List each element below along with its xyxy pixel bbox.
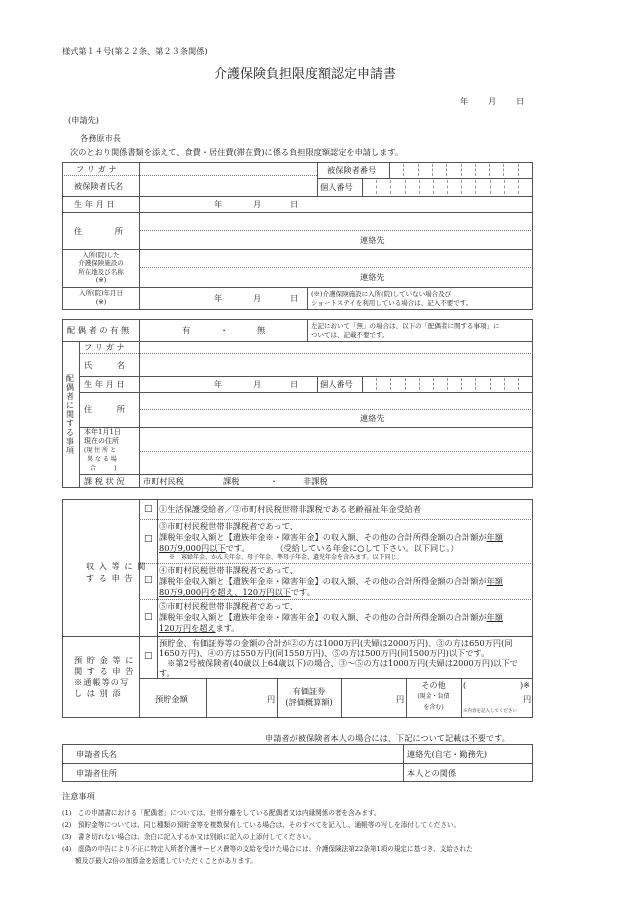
facility-label [66,251,136,284]
facility-field[interactable] [144,250,532,266]
option5-line: 課税年金収入額と【遺族年金※・障害年金】の収入額、その他の合計所得金額の合計額が [159,612,487,622]
digit-box-divider [433,378,434,390]
other-label [406,680,461,713]
digit-box-divider [419,378,420,390]
option4-line: 課税年金収入額と【遺族年金※・障害年金】の収入額、その他の合計所得金額の合計額が [159,576,487,586]
other-amount-field[interactable] [463,694,521,706]
spouse-note [311,322,500,340]
jan1-label-line: 現在の住所 [84,437,119,445]
option3-line: です。 [225,543,250,553]
deposit-label: 預貯金額 [155,694,188,704]
applicant-name-field[interactable] [120,745,400,762]
spouse-note-line: ついては、記載不要です。 [311,331,389,339]
recipient: 各務原市長 [80,133,121,143]
savings-text-line: 預貯金、有価証券等の金額の合計が②の方は1000万円(夫婦は2000万円)、③の方は650万円(同 [159,638,513,648]
option4-emphasis: 年額 [486,576,503,586]
digit-box-divider [518,164,519,176]
digit-box-divider [446,164,447,176]
savings-label [74,655,134,699]
date-day: 日 [516,96,525,106]
birth-month: 月 [253,199,262,209]
digit-box-divider [461,180,462,194]
digit-box-divider [475,378,476,390]
income-label-line: 収 入 等 に 関 [86,561,147,571]
income-label-line: す る 申 告 [86,573,134,583]
digit-box-divider [433,180,434,194]
spouse-note-line: 左記において「無」の場合は、以下の「配偶者に関する事項」に [311,322,500,330]
option3-footnote: ※ 寡婦年金、かん夫年金、母子年金、準母子年金、遺児年金を含みます。以下同じ。 [169,554,403,561]
spouse-personal-number-label: 個人番号 [320,379,353,389]
applicant-name-label: 申請者氏名 [76,749,117,759]
insured-number-label: 被保険者番号 [327,165,377,175]
applicant-address-field[interactable] [120,764,400,781]
admission-note-line: (※)介護保険施設に入所(院)していない場合及び [311,290,452,298]
option3-line: 課税年金収入額と【遺族年金※・障害年金】の収入額、その他の合計所得金額の合計額が [159,532,487,542]
admission-label-line: (※) [95,298,107,306]
option5-line: ⑤市町村民税世帯非課税者であって、 [159,601,298,611]
spouse-furigana-label: フ リ ガ ナ [84,342,125,352]
digit-box-divider [405,378,406,390]
digit-box-divider [418,164,419,176]
other-paren-open: ( [463,680,467,690]
admission-label [66,289,136,307]
option4-line: ④市町村民税世帯非課税者であって、 [159,565,298,575]
admission-month: 月 [253,293,262,303]
recipient-label: (申請先) [68,115,99,125]
digit-box-divider [390,180,391,194]
spouse-no-option[interactable]: 無 [257,325,266,335]
other-paren-close: )※ [520,680,531,690]
digit-box-divider [503,164,504,176]
digit-box-divider [447,180,448,194]
admission-note-line: ショートステイを利用している場合は、記入不要です。 [311,299,473,307]
spouse-address-label: 住 所 [84,404,125,414]
note-item: (1) この申請書における「配偶者」については、世帯分離をしている配偶者又は内縁関係の者を含みます。 [62,809,381,817]
savings-checkbox[interactable]: □ [144,651,153,661]
birth-day: 日 [290,199,299,209]
savings-label-line: 預 貯 金 等 に [74,655,135,665]
other-description-field[interactable] [468,680,518,692]
savings-label-line: し は 別 添 [74,688,122,698]
spouse-table [62,319,533,488]
option3-line: ③市町村民税世帯非課税者であって、 [159,521,298,531]
admission-label-line: 入所(院)年月日 [78,289,124,297]
address-field[interactable] [144,213,532,229]
personal-number-label: 個人番号 [320,182,353,192]
securities-label-line: (評価概算額) [285,697,333,707]
income-label [86,560,146,584]
address-contact-label: 連絡先 [360,235,385,245]
page-title: 介護保険負担限度額認定申請書 [214,67,397,82]
option3-emphasis: 80万9,000円以下 [159,543,226,553]
securities-label-line: 有価証券 [292,686,326,696]
digit-box-divider [447,378,448,390]
other-yen: 円 [523,694,532,704]
notes-list [62,807,473,867]
savings-label-line: ※通帳等の写 [74,677,130,687]
relation-label: 本人との関係 [407,768,457,778]
option3-text [159,521,503,562]
other-label-line: を含む) [423,704,444,711]
option5-checkbox[interactable]: □ [144,612,153,622]
spouse-name-label: 氏 名 [84,360,125,370]
other-label-line: その他 [421,680,446,690]
digit-box-divider [405,180,406,194]
option4-text [159,565,503,598]
savings-text-line: 1650万円)、④の方は550万円(同1550万円)、⑤の方は500万円(同1500万円)以下です。 [159,648,490,658]
option4-checkbox[interactable]: □ [144,575,153,585]
facility-label-line: 所在地及び名称 [78,267,124,276]
tax-separator: ・ [270,476,279,486]
spouse-separator: ・ [220,325,229,335]
option1-text: ①生活保護受給者／②市町村民税世帯非課税である老齢福祉年金受給者 [159,504,422,514]
digit-box-divider [490,180,491,194]
date-year: 年 [460,96,469,106]
digit-box-divider [518,180,519,194]
note-item: (4) 虚偽の申告により不正に特定入所者介護サービス費等の支給を受けた場合には、介護保険法第22条第1項の規定に基づき、支給された [62,845,473,853]
savings-text [159,638,518,678]
address-label: 住 所 [74,226,125,236]
furigana-field[interactable] [144,163,316,175]
note-item: 額及び最大2倍の加算金を返還していただくことがあります。 [62,857,257,865]
option3-instruction: （受給している年金に○して下さい。以下同じ。） [279,543,459,553]
intro-text: 次のとおり関係書類を添えて、食費・居住費(滞在費)に係る負担限度額認定を申請します。 [70,147,404,157]
date-month: 月 [488,96,497,106]
digit-box-divider [403,164,404,176]
digit-box-divider [461,378,462,390]
digit-box-divider [504,180,505,194]
option5-line: ます。 [215,623,240,633]
digit-box-divider [376,180,377,194]
note-item: (3) 書き切れない場合は、余白に記入するか又は別紙に記入の上添付してください。 [62,833,316,841]
option3-emphasis: 年額 [486,532,503,542]
insured-name-label: 被保険者氏名 [74,181,124,191]
option3-checkbox[interactable]: □ [144,534,153,544]
spouse-yes-option[interactable]: 有 [182,325,191,335]
option5-emphasis: 年額 [486,612,503,622]
admission-day: 日 [290,293,299,303]
taxed-option[interactable]: 課税 [223,476,240,486]
digit-box-divider [390,378,391,390]
digit-box-divider [432,164,433,176]
digit-box-divider [504,378,505,390]
spouse-section-label: 配偶者に関する事項 [66,374,74,455]
deposit-yen: 円 [267,694,276,704]
spouse-birth-label: 生 年 月 日 [84,379,125,389]
jan1-address-label [84,428,121,473]
digit-box-divider [475,180,476,194]
applicant-note: 申請者が被保険者本人の場合には、下記について記載は不要です。 [265,733,510,743]
tax-status-label: 課 税 状 況 [84,476,125,486]
admission-note [311,290,472,308]
spouse-birth-year: 年 [214,379,223,389]
other-label-line: (現金・負債 [417,693,450,700]
facility-label-line: 入所(院)した [82,251,120,259]
savings-text-line: ※第2号被保険者(40歳以上64歳以下)の場合、③～⑤の方は1000万円(夫婦は2000万円)以下で [159,658,518,668]
applicant-contact-label: 連絡先(自宅・勤務先) [407,749,488,759]
savings-label-line: 関 す る 申 告 [74,666,135,676]
spouse-contact-label: 連絡先 [360,413,385,423]
deposit-field[interactable] [207,680,267,716]
digit-box-divider [518,378,519,390]
note-item: (2) 預貯金等については、同じ種類の預貯金等を複数保有している場合は、そのすべてを記入し、通帳等の写しを添付してください。 [62,821,461,829]
option4-emphasis: 80万9,000円を超え、120万円以下 [159,587,291,597]
securities-field[interactable] [342,680,396,716]
option1-checkbox[interactable]: □ [144,504,153,514]
securities-label [277,686,341,708]
savings-text-line: す。 [159,668,175,678]
birth-label: 生 年 月 日 [74,199,115,209]
option5-emphasis: 120万円を超え [159,623,216,633]
nontaxed-option[interactable]: 非課税 [303,476,328,486]
spouse-birth-day: 日 [290,379,299,389]
facility-contact-label: 連絡先 [360,272,385,282]
spouse-name-field[interactable] [144,354,532,375]
facility-label-line: (※) [95,275,107,284]
digit-box-divider [461,164,462,176]
securities-yen: 円 [396,694,405,704]
spouse-has-label: 配 偶 者 の 有 無 [67,325,130,335]
furigana-label: フ リ ガ ナ [76,164,117,174]
jan1-label-line: 本年1月1日 [84,428,121,436]
admission-year: 年 [214,293,223,303]
tax-type: 市町村民税 [143,476,184,486]
option5-text [159,601,503,634]
digit-box-divider [489,164,490,176]
digit-box-divider [475,164,476,176]
digit-box-divider [376,378,377,390]
digit-box-divider [490,378,491,390]
jan1-label-line: 合 ) [90,465,117,472]
option4-line: です。 [290,587,315,597]
applicant-address-label: 申請者住所 [76,768,117,778]
jan1-label-line: (現 住 所 と [84,447,117,454]
spouse-birth-month: 月 [253,379,262,389]
facility-label-line: 介護保険施設の [78,259,124,268]
form-number: 様式第１４号(第２２条、第２３条関係) [62,46,208,56]
jan1-label-line: 異 な る 場 [87,456,117,463]
digit-box-divider [419,180,420,194]
birth-year: 年 [214,199,223,209]
notes-title: 注意事項 [62,791,95,801]
insured-name-field[interactable] [144,177,316,195]
other-note: ※内容を記入してください [463,709,517,714]
